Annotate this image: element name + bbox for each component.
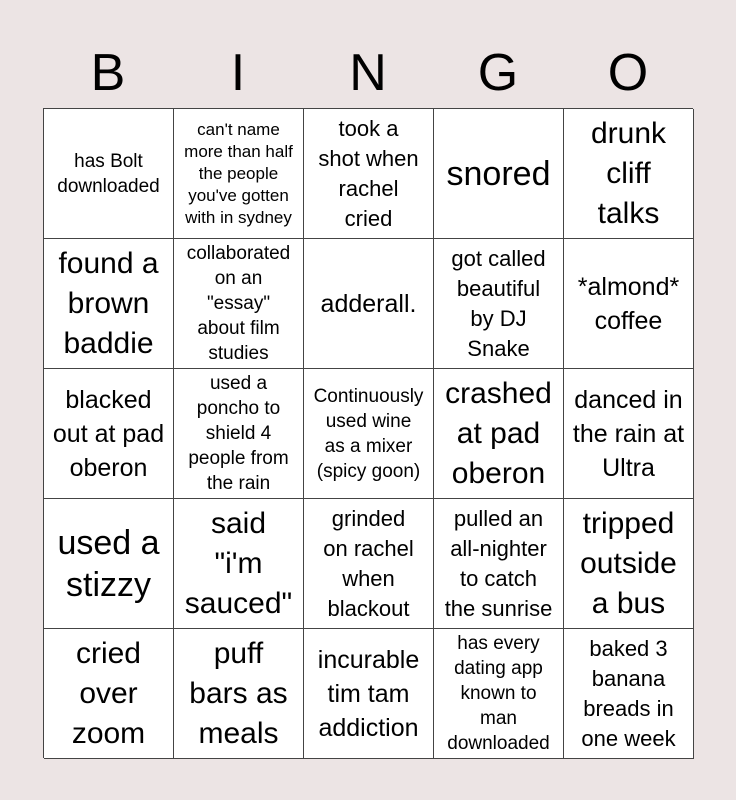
- cell-text: baked 3 banana breads in one week: [581, 635, 676, 751]
- cell-text: can't name more than half the people you've gotten with in sydney: [184, 119, 293, 227]
- bingo-cell-r1c3[interactable]: [304, 109, 434, 239]
- bingo-cell-r5c1[interactable]: [44, 629, 174, 759]
- bingo-cell-r4c3[interactable]: [304, 499, 434, 629]
- bingo-cell-r3c1[interactable]: [44, 369, 174, 499]
- header-letter-b: B: [90, 44, 126, 102]
- bingo-board: [43, 108, 693, 758]
- header-letter-i: I: [230, 44, 246, 102]
- bingo-cell-r4c1[interactable]: [44, 499, 174, 629]
- bingo-cell-r5c4[interactable]: [434, 629, 564, 759]
- cell-text: grinded on rachel when blackout: [323, 505, 414, 621]
- bingo-header: [43, 42, 693, 104]
- cell-text: said "i'm sauced": [184, 506, 293, 620]
- cell-text: cried over zoom: [71, 636, 146, 750]
- bingo-cell-r2c1[interactable]: [44, 239, 174, 369]
- header-letter-n: N: [349, 44, 387, 102]
- bingo-cell-r4c4[interactable]: [434, 499, 564, 629]
- bingo-cell-r3c4[interactable]: [434, 369, 564, 499]
- cell-text: used a stizzy: [57, 523, 160, 604]
- cell-text: got called beautiful by DJ Snake: [451, 245, 546, 361]
- bingo-cell-r3c5[interactable]: [564, 369, 694, 499]
- bingo-cell-r4c5[interactable]: [564, 499, 694, 629]
- header-letter-o: O: [607, 44, 649, 102]
- cell-text: *almond* coffee: [577, 272, 680, 335]
- cell-text: drunk cliff talks: [590, 116, 667, 230]
- bingo-cell-r1c4[interactable]: [434, 109, 564, 239]
- cell-text: incurable tim tam addiction: [317, 645, 420, 742]
- cell-text: collaborated on an "essay" about film studies: [186, 243, 291, 364]
- cell-text: adderall.: [320, 289, 417, 318]
- cell-text: Continuously used wine as a mixer (spicy goon): [313, 385, 424, 482]
- cell-text: tripped outside a bus: [580, 506, 677, 620]
- bingo-cell-r3c2[interactable]: [174, 369, 304, 499]
- cell-text: pulled an all-nighter to catch the sunrise: [444, 505, 553, 621]
- cell-text: used a poncho to shield 4 people from the rain: [188, 373, 289, 494]
- bingo-cell-r2c5[interactable]: [564, 239, 694, 369]
- bingo-cell-r2c4[interactable]: [434, 239, 564, 369]
- bingo-cell-r5c5[interactable]: [564, 629, 694, 759]
- header-letter-g: G: [477, 44, 519, 102]
- cell-text: has Bolt downloaded: [57, 150, 160, 197]
- cell-text: blacked out at pad oberon: [52, 385, 165, 482]
- bingo-cell-r4c2[interactable]: [174, 499, 304, 629]
- cell-text: snored: [446, 154, 551, 193]
- bingo-cell-r1c5[interactable]: [564, 109, 694, 239]
- bingo-cell-r2c3[interactable]: [304, 239, 434, 369]
- cell-text: crashed at pad oberon: [445, 376, 552, 490]
- cell-text: took a shot when rachel cried: [318, 115, 419, 231]
- bingo-cell-r3c3[interactable]: [304, 369, 434, 499]
- cell-text: puff bars as meals: [189, 636, 288, 750]
- bingo-cell-r5c2[interactable]: [174, 629, 304, 759]
- bingo-cell-r5c3[interactable]: [304, 629, 434, 759]
- bingo-cell-r1c1[interactable]: [44, 109, 174, 239]
- cell-text: found a brown baddie: [58, 246, 159, 360]
- cell-text: danced in the rain at Ultra: [572, 385, 685, 482]
- bingo-cell-r1c2[interactable]: [174, 109, 304, 239]
- cell-text: has every dating app known to man downloaded: [447, 633, 550, 754]
- bingo-cell-r2c2[interactable]: [174, 239, 304, 369]
